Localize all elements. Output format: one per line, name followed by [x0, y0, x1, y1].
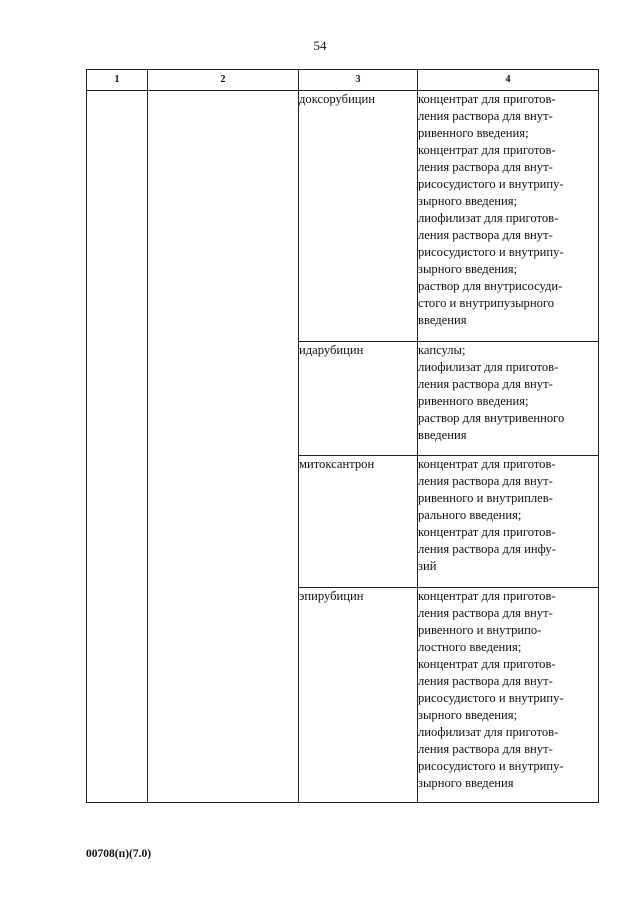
dosage-form-line: рисосудистого и внутрипу- [418, 759, 564, 773]
dosage-form-line: зырного введения; [418, 262, 518, 276]
dosage-form-line: зий [418, 559, 437, 573]
dosage-form-line: ления раствора для внут- [418, 160, 553, 174]
dosage-form-line: ления раствора для внут- [418, 377, 553, 391]
drug-table [86, 69, 599, 803]
dosage-form-line: ривенного введения; [418, 394, 529, 408]
dosage-form-line: зырного введения; [418, 708, 518, 722]
document-code: 00708(п)(7.0) [86, 848, 152, 860]
dosage-form-line: концентрат для приготов- [418, 143, 556, 157]
dosage-form-line: ления раствора для инфу- [418, 542, 556, 556]
dosage-form-line: ривенного введения; [418, 126, 529, 140]
table-header-row [87, 70, 599, 91]
dosage-form-line: рисосудистого и внутрипу- [418, 691, 564, 705]
column-header-1: 1 [87, 70, 148, 91]
dosage-form-cell [418, 456, 599, 588]
column-header-3: 3 [299, 70, 418, 91]
dosage-form-line: капсулы; [418, 343, 466, 357]
dosage-form-line: рисосудистого и внутрипу- [418, 245, 564, 259]
dosage-form-line: концентрат для приготов- [418, 457, 556, 471]
dosage-form-line: лиофилизат для приготов- [418, 360, 559, 374]
dosage-form-line: рисосудистого и внутрипу- [418, 177, 564, 191]
dosage-form-line: ления раствора для внут- [418, 742, 553, 756]
drug-name-cell: эпирубицин [299, 588, 418, 803]
dosage-form-line: введения [418, 428, 467, 442]
dosage-form-line: концентрат для приготов- [418, 589, 556, 603]
dosage-form-line: концентрат для приготов- [418, 657, 556, 671]
dosage-form-line: концентрат для приготов- [418, 92, 556, 106]
column-header-4: 4 [418, 70, 599, 91]
dosage-form-line: зырного введения; [418, 194, 518, 208]
dosage-form-line: ривенного и внутриплев- [418, 491, 553, 505]
dosage-form-line: ления раствора для внут- [418, 109, 553, 123]
dosage-form-cell [418, 342, 599, 456]
page-number: 54 [313, 38, 327, 53]
dosage-form-cell [418, 91, 599, 342]
dosage-form-line: зырного введения [418, 776, 514, 790]
dosage-form-line: раствор для внутрисосуди- [418, 279, 563, 293]
dosage-form-line: раствор для внутривенного [418, 411, 565, 425]
column-header-2: 2 [148, 70, 299, 91]
dosage-form-line: ривенного и внутрипо- [418, 623, 542, 637]
drug-name-cell: идарубицин [299, 342, 418, 456]
dosage-form-line: стого и внутрипузырного [418, 296, 555, 310]
dosage-form-line: лостного введения; [418, 640, 522, 654]
dosage-form-line: ления раствора для внут- [418, 474, 553, 488]
dosage-form-line: концентрат для приготов- [418, 525, 556, 539]
column-1-cell [87, 91, 148, 803]
dosage-form-line: рального введения; [418, 508, 522, 522]
table-row [87, 91, 599, 342]
dosage-form-line: ления раствора для внут- [418, 228, 553, 242]
dosage-form-cell [418, 588, 599, 803]
dosage-form-line: ления раствора для внут- [418, 674, 553, 688]
column-2-cell [148, 91, 299, 803]
dosage-form-line: введения [418, 313, 467, 327]
drug-name-cell: доксорубицин [299, 91, 418, 342]
dosage-form-line: лиофилизат для приготов- [418, 725, 559, 739]
dosage-form-line: ления раствора для внут- [418, 606, 553, 620]
drug-name-cell: митоксантрон [299, 456, 418, 588]
dosage-form-line: лиофилизат для приготов- [418, 211, 559, 225]
